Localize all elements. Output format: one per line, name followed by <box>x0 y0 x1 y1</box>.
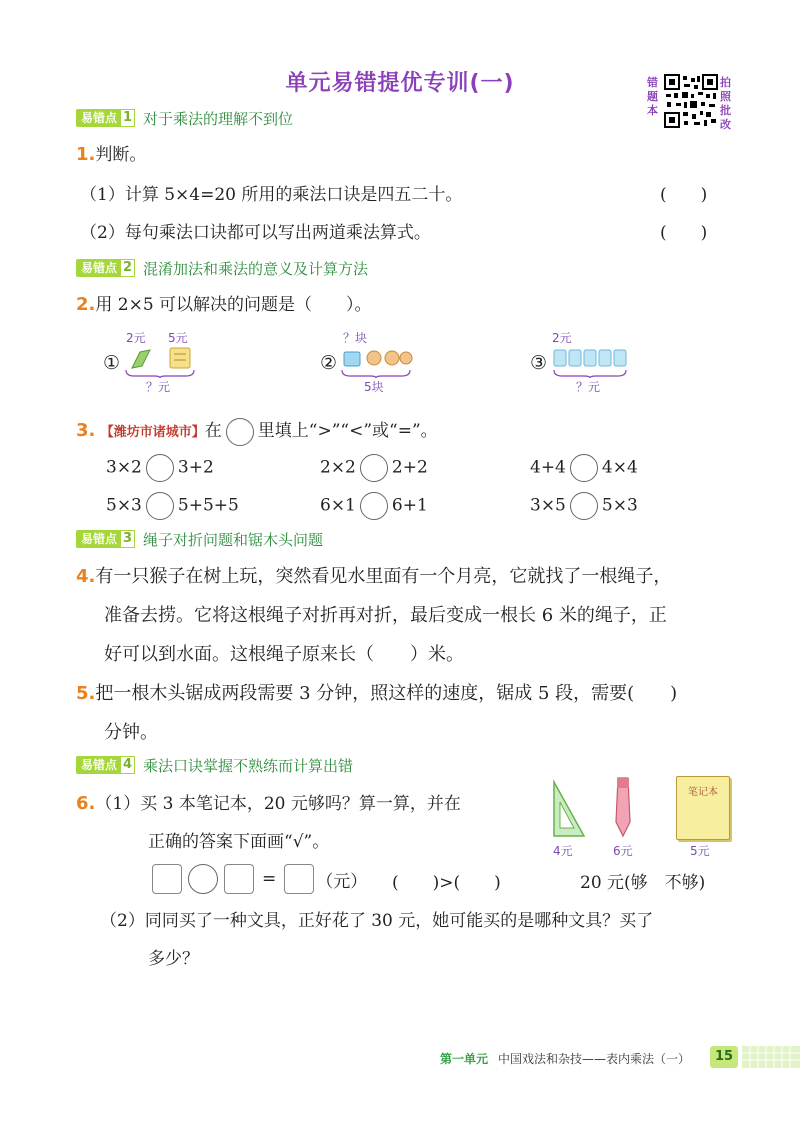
pen-icon <box>608 774 638 840</box>
notebook-icon <box>676 776 730 840</box>
compare-blanks[interactable]: ( )>( ) <box>392 873 501 893</box>
compare-circle[interactable] <box>360 454 388 482</box>
option-1-image <box>124 342 200 378</box>
question-6: 6.（1）买 3 本笔记本，20 元够吗？算一算，并在 <box>76 793 461 814</box>
leaf-icon <box>132 350 150 368</box>
error-point-title: 对于乘法的理解不到位 <box>143 109 294 128</box>
compare-item: 2×2 2+2 <box>320 454 428 482</box>
error-point-badge: 易错点 1 <box>76 109 135 127</box>
error-point-title: 绳子对折问题和锯木头问题 <box>143 530 324 549</box>
question-number: 5. <box>76 683 96 704</box>
region-tag: 【潍坊市诸城市】 <box>100 425 205 440</box>
answer-blank[interactable]: ( ) <box>660 185 708 205</box>
footer-grid-decoration <box>742 1046 800 1068</box>
question-3: 3. 【潍坊市诸城市】在 里填上“>”“<”或“=”。 <box>76 416 438 446</box>
page-title: 单元易错提优专训(一) <box>285 71 515 96</box>
footer <box>440 1048 690 1068</box>
notebook-label: 笔记本 <box>688 787 718 798</box>
error-point-4 <box>76 754 353 776</box>
answer-box[interactable] <box>224 864 254 894</box>
option-2-total: 5块 <box>364 380 384 394</box>
compare-circle-sample <box>226 418 254 446</box>
option-3-total: ？元 <box>576 380 601 394</box>
question-2: 2.用 2×5 可以解决的问题是（ ）。 <box>76 294 372 315</box>
answer-box[interactable] <box>284 864 314 894</box>
eraser-icon <box>554 350 566 366</box>
question-number: 4. <box>76 566 96 587</box>
question-4-line-3: 好可以到水面。这根绳子原来长（ ）米。 <box>104 644 464 665</box>
option-3-mark[interactable]: ③ <box>530 352 548 374</box>
compare-item: 3×5 5×3 <box>530 492 638 520</box>
option-3-price: 2元 <box>552 331 572 345</box>
error-point-2 <box>76 257 368 279</box>
bread-icon <box>367 351 381 365</box>
compare-item: 4+4 4×4 <box>530 454 638 482</box>
option-1-mark[interactable]: ① <box>103 352 121 374</box>
q1-item-2: （2）每句乘法口诀都可以写出两道乘法算式。 <box>80 223 431 243</box>
error-point-badge: 易错点 4 <box>76 756 135 774</box>
calculator-icon <box>170 348 190 368</box>
pen-price: 6元 <box>613 844 633 858</box>
compare-circle[interactable] <box>146 454 174 482</box>
footer-subtitle: 中国戏法和杂技——表内乘法（一） <box>498 1051 691 1066</box>
question-1: 1.判断。 <box>76 144 147 165</box>
option-3-image <box>552 342 632 378</box>
answer-blank[interactable]: ( ) <box>660 223 708 243</box>
error-point-1 <box>76 107 293 129</box>
question-6-part-2: （2）同同买了一种文具，正好花了 30 元，她可能买的是哪种文具？买了 <box>100 911 654 931</box>
question-4-line-2: 准备去捞。它将这根绳子对折再对折，最后变成一根长 6 米的绳子，正 <box>104 605 667 626</box>
error-point-badge: 易错点 2 <box>76 259 135 277</box>
brace-icon <box>342 370 410 378</box>
brace-icon <box>126 370 194 378</box>
q1-item-1: （1）计算 5×4=20 所用的乘法口诀是四五二十。 <box>80 185 463 205</box>
cake-icon <box>344 352 360 366</box>
option-1-price-b: 5元 <box>168 331 188 345</box>
question-5: 5.把一根木头锯成两段需要 3 分钟，照这样的速度，锯成 5 段，需要( ) <box>76 683 678 704</box>
footer-unit: 第一单元 <box>440 1051 489 1066</box>
error-point-badge: 易错点 3 <box>76 530 135 548</box>
notebook-price: 5元 <box>690 844 710 858</box>
equation-row: = （元） <box>150 864 367 894</box>
triangle-ruler-icon <box>548 778 588 840</box>
brace-icon <box>554 370 626 378</box>
qr-code-icon[interactable] <box>664 74 718 128</box>
qr-left-label: 错题本 <box>647 76 658 117</box>
ruler-price: 4元 <box>553 844 573 858</box>
page-number: 15 <box>710 1046 738 1068</box>
question-number: 2. <box>76 294 96 315</box>
compare-item: 5×3 5+5+5 <box>106 492 239 520</box>
question-4: 4.有一只猴子在树上玩，突然看见水里面有一个月亮，它就找了一根绳子， <box>76 566 672 587</box>
question-5-line-2: 分钟。 <box>104 722 158 743</box>
compare-circle[interactable] <box>570 454 598 482</box>
answer-choice[interactable]: 20 元(够 不够) <box>580 873 706 893</box>
option-2-mark[interactable]: ② <box>320 352 338 374</box>
error-point-3 <box>76 528 323 550</box>
qr-right-label: 拍照批改 <box>720 76 731 131</box>
answer-box[interactable] <box>152 864 182 894</box>
question-6-part-2-line-2: 多少？ <box>148 949 199 969</box>
option-2-image <box>340 342 416 378</box>
compare-circle[interactable] <box>360 492 388 520</box>
option-1-total: ？元 <box>146 380 171 394</box>
error-point-title: 乘法口诀掌握不熟练而计算出错 <box>143 756 354 775</box>
compare-circle[interactable] <box>570 492 598 520</box>
operator-circle[interactable] <box>188 864 218 894</box>
compare-item: 6×1 6+1 <box>320 492 428 520</box>
option-2-label: ？块 <box>343 331 368 345</box>
option-1-price-a: 2元 <box>126 331 146 345</box>
question-number: 1. <box>76 144 96 165</box>
question-number: 3. <box>76 420 96 441</box>
error-point-title: 混淆加法和乘法的意义及计算方法 <box>143 259 369 278</box>
compare-circle[interactable] <box>146 492 174 520</box>
compare-item: 3×2 3+2 <box>106 454 214 482</box>
question-6-line-2: 正确的答案下面画“√”。 <box>148 832 330 852</box>
question-number: 6. <box>76 793 96 814</box>
